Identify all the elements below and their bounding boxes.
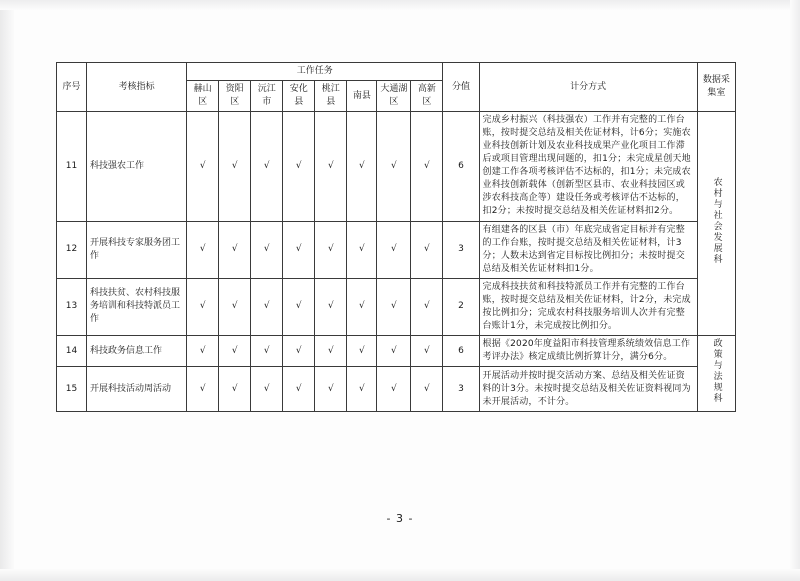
table-row <box>57 221 736 278</box>
scan-edge-top <box>0 0 800 10</box>
row-mark-4: √ <box>315 335 347 366</box>
row-mark-1: √ <box>219 112 251 221</box>
header-district-5: 南县 <box>347 81 377 112</box>
row-mark-2: √ <box>251 335 283 366</box>
header-method: 计分方式 <box>479 63 697 112</box>
row-mark-6: √ <box>377 112 411 221</box>
row-score: 3 <box>443 221 479 278</box>
header-index: 序号 <box>57 63 87 112</box>
row-dept-label: 农村与社会发展科 <box>711 176 722 265</box>
row-mark-2: √ <box>251 112 283 221</box>
assessment-table <box>56 62 736 412</box>
header-district-4: 桃江县 <box>315 81 347 112</box>
row-mark-5: √ <box>347 221 377 278</box>
scan-edge-left <box>0 0 14 581</box>
table-row <box>57 367 736 412</box>
row-metric: 开展科技活动周活动 <box>87 367 187 412</box>
row-method: 完成乡村振兴（科技强农）工作并有完整的工作台账，按时提交总结及相关佐证材料，计6分；实施农业科技创新计划及农业科技成果产业化项目工作滞后或项目管理出现问题的，扣1分；未完成星创天地创建工作各项考核评估不达标的，扣1分；未完成农业科技创新载体（创新型区县市、农业科技园区或涉农科技高企等）建设任务或考核评估不达标的，扣2分；未按时提交总结及相关佐证材料扣2分。 <box>479 112 697 221</box>
row-mark-3: √ <box>283 335 315 366</box>
row-mark-3: √ <box>283 278 315 335</box>
row-mark-4: √ <box>315 112 347 221</box>
row-score: 6 <box>443 335 479 366</box>
header-dept <box>697 63 735 112</box>
row-mark-2: √ <box>251 278 283 335</box>
header-dept-label: 数据采集室 <box>702 75 730 99</box>
row-mark-7: √ <box>411 278 443 335</box>
row-mark-7: √ <box>411 335 443 366</box>
row-mark-0: √ <box>187 221 219 278</box>
row-mark-3: √ <box>283 112 315 221</box>
row-mark-3: √ <box>283 221 315 278</box>
row-mark-4: √ <box>315 278 347 335</box>
row-method: 完成科技扶贫和科技特派员工作并有完整的工作台账，按时提交总结及相关佐证材料，计2分，未完成按比例扣分；完成农村科技服务培训人次并有完整台账计1分，未完成按比例扣分。 <box>479 278 697 335</box>
row-mark-0: √ <box>187 112 219 221</box>
header-district-2: 沅江市 <box>251 81 283 112</box>
row-method: 开展活动并按时提交活动方案、总结及相关佐证资料的计3分。未按时提交总结及相关佐证资料视同为未开展活动，不计分。 <box>479 367 697 412</box>
row-mark-4: √ <box>315 367 347 412</box>
row-mark-6: √ <box>377 367 411 412</box>
header-district-6: 大通湖区 <box>377 81 411 112</box>
row-metric: 科技强农工作 <box>87 112 187 221</box>
table-row <box>57 278 736 335</box>
row-mark-1: √ <box>219 335 251 366</box>
row-mark-1: √ <box>219 367 251 412</box>
row-score: 2 <box>443 278 479 335</box>
row-score: 6 <box>443 112 479 221</box>
row-mark-5: √ <box>347 367 377 412</box>
row-method: 根据《2020年度益阳市科技管理系统绩效信息工作考评办法》核定成绩比例折算计分，满分6分。 <box>479 335 697 366</box>
row-dept-label: 政策与法规科 <box>711 337 722 404</box>
scan-edge-right <box>790 0 800 581</box>
row-mark-7: √ <box>411 221 443 278</box>
row-mark-7: √ <box>411 112 443 221</box>
row-index: 15 <box>57 367 87 412</box>
row-dept <box>697 112 735 336</box>
row-dept <box>697 335 735 411</box>
row-mark-0: √ <box>187 278 219 335</box>
row-index: 12 <box>57 221 87 278</box>
row-mark-2: √ <box>251 221 283 278</box>
row-mark-6: √ <box>377 278 411 335</box>
row-mark-3: √ <box>283 367 315 412</box>
row-mark-1: √ <box>219 221 251 278</box>
page-number: - 3 - <box>386 512 414 525</box>
row-method: 有组建各的区县（市）年底完成省定目标并有完整的工作台账，按时提交总结及相关佐证材料，计3分；人数未达到省定目标按比例扣分；未按时提交总结及相关佐证材料扣1分。 <box>479 221 697 278</box>
row-metric: 科技扶贫、农村科技服务培训和科技特派员工作 <box>87 278 187 335</box>
table-row <box>57 335 736 366</box>
header-score: 分值 <box>443 63 479 112</box>
scan-edge-bottom <box>0 569 800 581</box>
row-mark-6: √ <box>377 335 411 366</box>
row-index: 13 <box>57 278 87 335</box>
row-mark-0: √ <box>187 335 219 366</box>
header-district-7: 高新区 <box>411 81 443 112</box>
header-district-0: 赫山区 <box>187 81 219 112</box>
row-metric: 科技政务信息工作 <box>87 335 187 366</box>
row-metric: 开展科技专家服务团工作 <box>87 221 187 278</box>
row-score: 3 <box>443 367 479 412</box>
row-mark-7: √ <box>411 367 443 412</box>
row-index: 14 <box>57 335 87 366</box>
row-mark-4: √ <box>315 221 347 278</box>
header-tasks-group: 工作任务 <box>187 63 443 81</box>
header-district-1: 资阳区 <box>219 81 251 112</box>
table-row <box>57 112 736 221</box>
row-mark-5: √ <box>347 278 377 335</box>
header-district-3: 安化县 <box>283 81 315 112</box>
document-body <box>56 62 736 412</box>
row-mark-6: √ <box>377 221 411 278</box>
row-mark-5: √ <box>347 112 377 221</box>
row-mark-0: √ <box>187 367 219 412</box>
row-mark-2: √ <box>251 367 283 412</box>
row-mark-1: √ <box>219 278 251 335</box>
row-index: 11 <box>57 112 87 221</box>
table-header-row-1 <box>57 63 736 81</box>
row-mark-5: √ <box>347 335 377 366</box>
header-metric: 考核指标 <box>87 63 187 112</box>
